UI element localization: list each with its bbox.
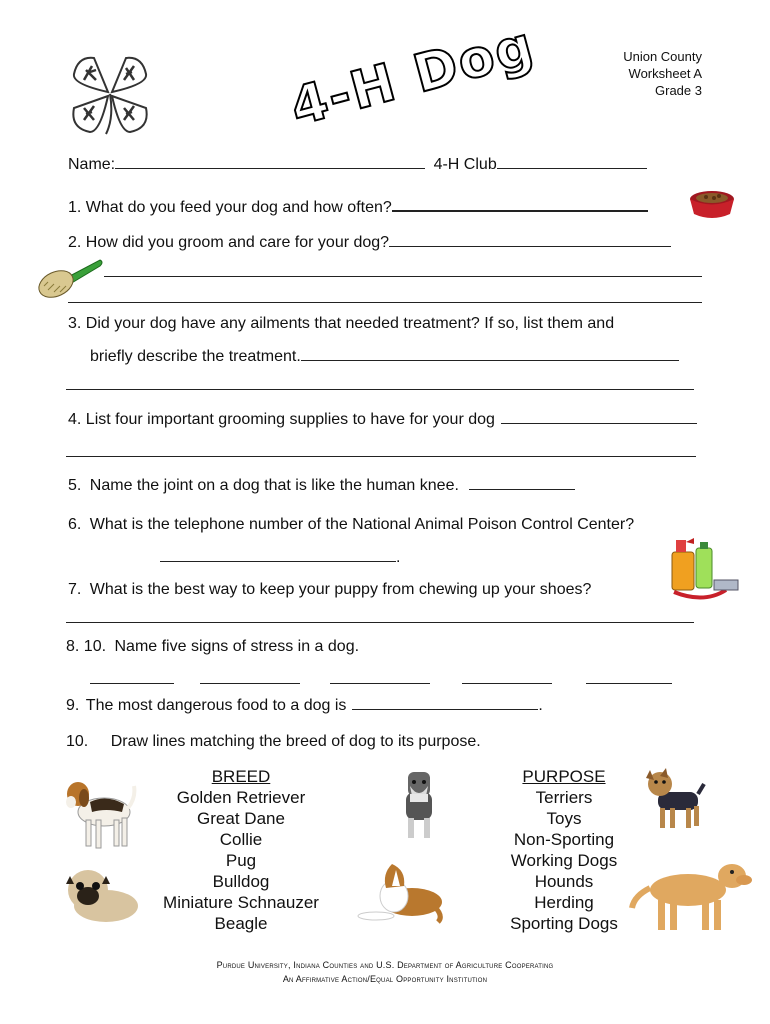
- name-field[interactable]: [115, 154, 425, 169]
- four-h-clover-logo: [64, 48, 156, 140]
- breed-heading: BREED: [211, 767, 271, 786]
- question-text: What is the telephone number of the National Animal Poison Control Center?: [89, 516, 635, 533]
- question-text: The most dangerous food to a dog is: [85, 697, 347, 714]
- answer-field[interactable]: [392, 196, 648, 212]
- question-text: List four important grooming supplies to have for your dog: [85, 411, 495, 428]
- question-10: [66, 732, 481, 752]
- purpose-heading: PURPOSE: [522, 767, 606, 786]
- purpose-item[interactable]: Herding: [534, 893, 594, 912]
- question-4: [68, 409, 697, 430]
- grade-label: Grade 3: [655, 83, 702, 98]
- answer-line[interactable]: [68, 302, 702, 303]
- name-row: [68, 154, 647, 175]
- breed-item[interactable]: Great Dane: [197, 809, 285, 828]
- answer-line[interactable]: [104, 276, 702, 277]
- answer-blank-5[interactable]: [586, 683, 672, 684]
- purpose-item[interactable]: Non-Sporting: [513, 830, 615, 849]
- question-number: 10.: [66, 733, 89, 750]
- answer-blank-2[interactable]: [200, 683, 300, 684]
- purpose-item[interactable]: Toys: [546, 809, 582, 828]
- breed-item[interactable]: Bulldog: [212, 872, 270, 891]
- answer-field[interactable]: [352, 695, 538, 710]
- breed-item[interactable]: Pug: [225, 851, 257, 870]
- question-text: Draw lines matching the breed of dog to its purpose.: [110, 733, 481, 750]
- question-1: [68, 196, 648, 218]
- schnauzer-photo: [396, 770, 442, 847]
- question-3: [68, 314, 614, 334]
- question-text: Name the joint on a dog that is like the human knee.: [89, 477, 459, 494]
- question-3-continued: [90, 346, 679, 367]
- answer-line[interactable]: [66, 389, 694, 390]
- question-8: [66, 637, 359, 657]
- purpose-item[interactable]: Terriers: [535, 788, 593, 807]
- question-text: What is the best way to keep your puppy from chewing up your shoes?: [89, 581, 592, 598]
- club-field[interactable]: [497, 154, 647, 169]
- question-6: [68, 515, 634, 535]
- breed-item[interactable]: Beagle: [214, 914, 268, 933]
- answer-field[interactable]: [469, 475, 575, 490]
- collie-photo: [356, 856, 446, 931]
- purpose-column: [490, 766, 638, 934]
- question-number: 5.: [68, 477, 82, 494]
- purpose-item[interactable]: Working Dogs: [510, 851, 618, 870]
- answer-line[interactable]: [66, 456, 696, 457]
- club-label: 4-H Club: [433, 156, 497, 173]
- question-number: 6.: [68, 516, 82, 533]
- question-number: 2.: [68, 234, 82, 251]
- question-text: briefly describe the treatment.: [90, 348, 301, 365]
- question-number: 9.: [66, 697, 80, 714]
- worksheet-label: Worksheet A: [628, 66, 702, 81]
- answer-line[interactable]: [66, 622, 694, 623]
- name-label: Name:: [68, 156, 116, 173]
- question-5: [68, 475, 575, 496]
- answer-field[interactable]: [501, 409, 697, 424]
- answer-blank-3[interactable]: [330, 683, 430, 684]
- question-9: [66, 695, 543, 716]
- purpose-item[interactable]: Hounds: [534, 872, 594, 891]
- dog-bowl-icon: [686, 186, 738, 227]
- question-7: [68, 580, 591, 600]
- question-text: Did your dog have any ailments that needed treatment? If so, list them and: [85, 315, 615, 332]
- footer-line-2: An Affirmative Action/Equal Opportunity Institution: [282, 974, 488, 984]
- footer-line-1: Purdue University, Indiana Counties and U.S. Department of Agriculture Cooperating: [216, 960, 554, 970]
- answer-field[interactable]: [389, 232, 671, 247]
- pug-photo: [50, 862, 144, 933]
- breed-column: [150, 766, 332, 934]
- grooming-supplies-icon: [664, 532, 744, 609]
- county-label: Union County: [623, 49, 702, 64]
- golden-retriever-photo: [628, 852, 754, 939]
- question-text: How did you groom and care for your dog?: [85, 234, 390, 251]
- breed-item[interactable]: Golden Retriever: [176, 788, 306, 807]
- answer-blank-4[interactable]: [462, 683, 552, 684]
- question-6-answer: [160, 547, 400, 568]
- answer-field[interactable]: [160, 547, 396, 562]
- breed-item[interactable]: Miniature Schnauzer: [163, 893, 319, 912]
- question-text: What do you feed your dog and how often?: [85, 199, 392, 216]
- period: .: [538, 697, 543, 714]
- question-text: Name five signs of stress in a dog.: [114, 638, 360, 655]
- period: .: [396, 549, 401, 566]
- yorkie-photo: [644, 764, 706, 839]
- purpose-item[interactable]: Sporting Dogs: [510, 914, 618, 933]
- question-number: 8. 10.: [66, 638, 107, 655]
- question-number: 4.: [68, 411, 82, 428]
- beagle-photo: [62, 768, 140, 859]
- question-number: 7.: [68, 581, 82, 598]
- header-info: [623, 48, 702, 99]
- answer-field[interactable]: [301, 346, 679, 361]
- answer-blank-1[interactable]: [90, 683, 174, 684]
- page-title: 4-H Dog: [284, 15, 541, 138]
- question-number: 3.: [68, 315, 82, 332]
- brush-icon: [36, 256, 104, 307]
- breed-item[interactable]: Collie: [219, 830, 263, 849]
- question-number: 1.: [68, 199, 82, 216]
- question-2: [68, 232, 671, 253]
